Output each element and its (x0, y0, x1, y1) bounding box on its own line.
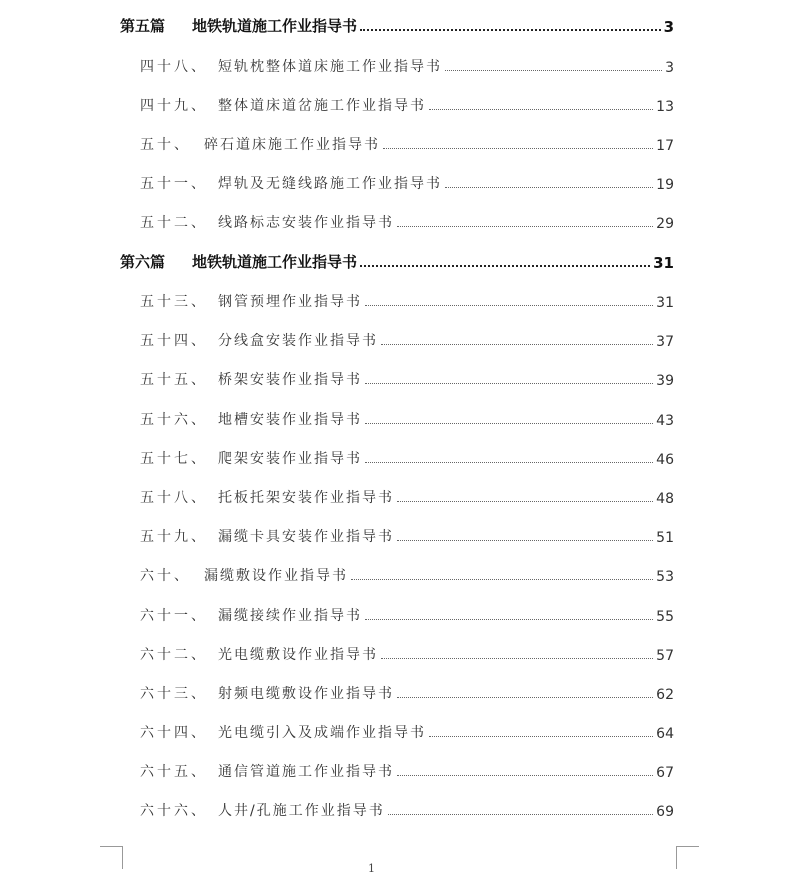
dot-leader (397, 501, 653, 502)
toc-chapter-entry[interactable] (0, 524, 796, 546)
dot-leader (397, 775, 653, 776)
toc-chapter-entry[interactable] (0, 759, 796, 781)
chapter-page-number: 69 (656, 804, 674, 820)
chapter-title: 整体道床道岔施工作业指导书 (218, 98, 426, 114)
chapter-number: 六十一、 (140, 608, 208, 624)
dot-leader (351, 579, 653, 580)
chapter-title: 通信管道施工作业指导书 (218, 764, 394, 780)
chapter-number: 五十六、 (140, 412, 208, 428)
dot-leader (365, 619, 653, 620)
chapter-number: 五十八、 (140, 490, 208, 506)
chapter-title: 爬架安装作业指导书 (218, 451, 362, 467)
chapter-page-number: 17 (656, 138, 674, 154)
chapter-number: 五十二、 (140, 215, 208, 231)
chapter-number: 六十、 (140, 568, 191, 584)
dot-leader (397, 697, 653, 698)
chapter-page-number: 37 (656, 334, 674, 350)
chapter-title: 分线盒安装作业指导书 (218, 333, 378, 349)
dot-leader (445, 70, 662, 71)
chapter-title: 漏缆卡具安装作业指导书 (218, 529, 394, 545)
toc-chapter-entry[interactable] (0, 798, 796, 820)
chapter-number: 六十五、 (140, 764, 208, 780)
chapter-page-number: 19 (656, 177, 674, 193)
chapter-title: 射频电缆敷设作业指导书 (218, 686, 394, 702)
part-label: 第五篇 (120, 17, 166, 35)
toc-chapter-entry[interactable] (0, 681, 796, 703)
chapter-page-number: 3 (665, 60, 674, 76)
dot-leader (365, 305, 653, 306)
dot-leader (397, 226, 653, 227)
crop-mark-right (676, 846, 699, 869)
toc-chapter-entry[interactable] (0, 171, 796, 193)
chapter-number: 四十九、 (140, 98, 208, 114)
part-title: 地铁轨道施工作业指导书 (192, 17, 358, 35)
chapter-page-number: 57 (656, 648, 674, 664)
part-title: 地铁轨道施工作业指导书 (192, 253, 358, 271)
chapter-page-number: 46 (656, 452, 674, 468)
chapter-number: 六十三、 (140, 686, 208, 702)
dot-leader (360, 29, 661, 31)
toc-chapter-entry[interactable] (0, 720, 796, 742)
chapter-number: 六十六、 (140, 803, 208, 819)
dot-leader (365, 462, 653, 463)
chapter-title: 短轨枕整体道床施工作业指导书 (218, 59, 442, 75)
part-label: 第六篇 (120, 253, 166, 271)
part-page-number: 3 (663, 18, 674, 36)
chapter-title: 托板托架安装作业指导书 (218, 490, 394, 506)
toc-chapter-entry[interactable] (0, 132, 796, 154)
toc-chapter-entry[interactable] (0, 563, 796, 585)
chapter-title: 桥架安装作业指导书 (218, 372, 362, 388)
chapter-page-number: 62 (656, 687, 674, 703)
dot-leader (383, 148, 653, 149)
footer-page-number: 1 (368, 862, 375, 875)
chapter-page-number: 48 (656, 491, 674, 507)
chapter-title: 光电缆引入及成端作业指导书 (218, 725, 426, 741)
chapter-number: 五十四、 (140, 333, 208, 349)
dot-leader (365, 423, 653, 424)
toc-chapter-entry[interactable] (0, 93, 796, 115)
toc-chapter-entry[interactable] (0, 367, 796, 389)
dot-leader (381, 658, 653, 659)
dot-leader (365, 383, 653, 384)
toc-chapter-entry[interactable] (0, 603, 796, 625)
dot-leader (388, 814, 653, 815)
chapter-number: 六十二、 (140, 647, 208, 663)
chapter-number: 六十四、 (140, 725, 208, 741)
dot-leader (445, 187, 653, 188)
toc-chapter-entry[interactable] (0, 642, 796, 664)
chapter-number: 四十八、 (140, 59, 208, 75)
dot-leader (397, 540, 653, 541)
part-page-number: 31 (653, 254, 674, 272)
chapter-page-number: 55 (656, 609, 674, 625)
chapter-number: 五十三、 (140, 294, 208, 310)
chapter-page-number: 43 (656, 413, 674, 429)
chapter-title: 光电缆敷设作业指导书 (218, 647, 378, 663)
dot-leader (429, 109, 653, 110)
toc-chapter-entry[interactable] (0, 446, 796, 468)
chapter-title: 线路标志安装作业指导书 (218, 215, 394, 231)
chapter-page-number: 13 (656, 99, 674, 115)
chapter-page-number: 53 (656, 569, 674, 585)
chapter-number: 五十九、 (140, 529, 208, 545)
toc-part-entry[interactable] (0, 14, 796, 36)
chapter-number: 五十七、 (140, 451, 208, 467)
chapter-page-number: 51 (656, 530, 674, 546)
chapter-number: 五十、 (140, 137, 191, 153)
dot-leader (381, 344, 653, 345)
dot-leader (360, 265, 650, 267)
toc-chapter-entry[interactable] (0, 407, 796, 429)
chapter-page-number: 29 (656, 216, 674, 232)
chapter-number: 五十一、 (140, 176, 208, 192)
toc-chapter-entry[interactable] (0, 54, 796, 76)
chapter-title: 焊轨及无缝线路施工作业指导书 (218, 176, 442, 192)
chapter-page-number: 39 (656, 373, 674, 389)
chapter-page-number: 67 (656, 765, 674, 781)
chapter-page-number: 31 (656, 295, 674, 311)
toc-chapter-entry[interactable] (0, 289, 796, 311)
crop-mark-left (100, 846, 123, 869)
chapter-page-number: 64 (656, 726, 674, 742)
chapter-title: 漏缆敷设作业指导书 (204, 568, 348, 584)
toc-part-entry[interactable] (0, 250, 796, 272)
chapter-title: 漏缆接续作业指导书 (218, 608, 362, 624)
chapter-number: 五十五、 (140, 372, 208, 388)
chapter-title: 碎石道床施工作业指导书 (204, 137, 380, 153)
chapter-title: 地槽安装作业指导书 (218, 412, 362, 428)
chapter-title: 人井/孔施工作业指导书 (218, 803, 385, 819)
toc-chapter-entry[interactable] (0, 210, 796, 232)
dot-leader (429, 736, 653, 737)
toc-chapter-entry[interactable] (0, 485, 796, 507)
toc-chapter-entry[interactable] (0, 328, 796, 350)
chapter-title: 钢管预埋作业指导书 (218, 294, 362, 310)
